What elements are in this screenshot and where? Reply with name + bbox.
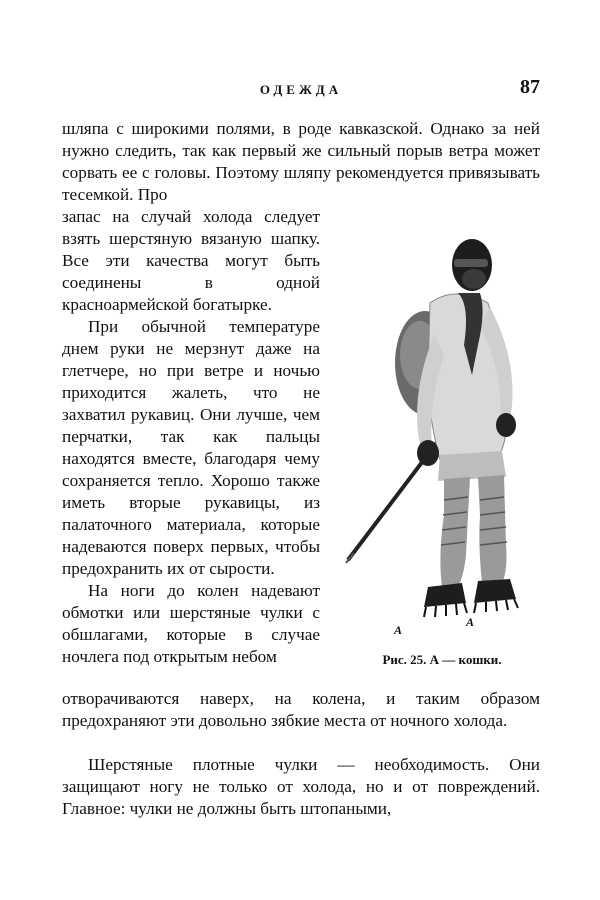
paragraph-stockings: Шерстяные плотные чулки — необходимость. Они защищают ногу не только от холода, но и от повреждений. Главное: чулки не должны быть штопаными, [62, 755, 540, 818]
paragraph-continued [62, 688, 540, 732]
figure-caption: Рис. 25. А — кошки. [382, 652, 502, 667]
paragraph-knees: отворачиваются наверх, на колена, и таким образом предохраняют эти довольно зябкие места от ночного холода. [62, 689, 540, 730]
page-number: 87 [520, 76, 540, 98]
paragraph-hat: шляпа с широкими полями, в роде кавказской. Однако за ней нужно следить, так как первый же сильный порыв ветра может сорвать ее с головы. Поэтому шляпу рекомендуется привязывать тесемкой. Про [62, 119, 540, 204]
paragraph-leg-wraps: На ноги до колен надевают обмотки или шерстяные чулки с обшлагами, которые в случае ночлега под открытым небом [62, 581, 320, 666]
paragraph-warm-cap: запас на случай холода следует взять шерстяную вязаную шапку. Все эти качества могут быть соединены в одной красноармейской богатырке. [62, 207, 320, 314]
paragraph-bottom [62, 754, 540, 820]
figure-label-a-right: А [466, 615, 475, 629]
climber-illustration [340, 215, 540, 635]
figure-label-a-left: А [394, 623, 403, 637]
text-column-narrow [62, 206, 320, 668]
paragraph-mittens: При обычной температуре днем руки не мерзнут даже на глетчере, но при ветре и ночью приходится жалеть, что не захватил рукавиц. Они лучше, чем перчатки, так как пальцы находятся вместе, благодаря чему сохраняется тепло. Хорошо также иметь вторые рукавицы, из палаточного материала, которые надеваются поверх первых, чтобы предохранить их от сырости. [62, 317, 320, 578]
paragraph-top [62, 118, 540, 206]
running-title: ОДЕЖДА [259, 82, 343, 97]
book-page [62, 0, 540, 900]
